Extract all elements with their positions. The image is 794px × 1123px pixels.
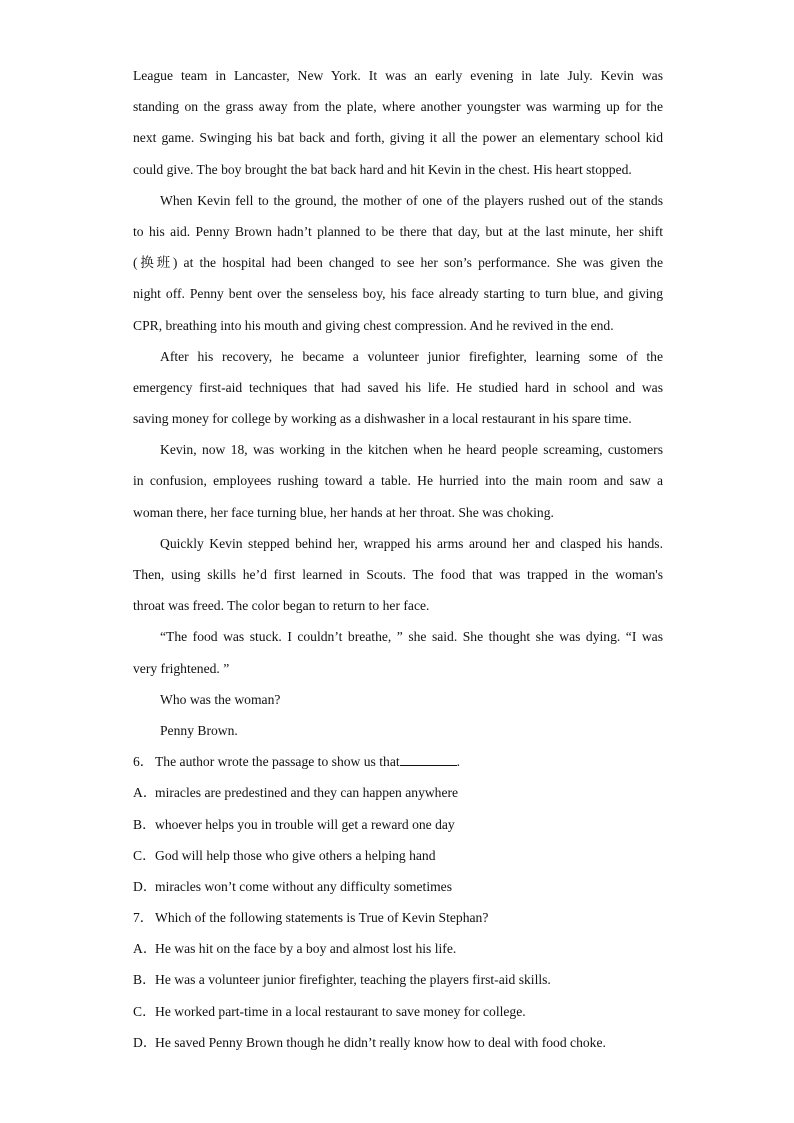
option-letter: B．: [133, 816, 156, 832]
text-line: (换班) at the hospital had been changed to see her son’s performance. She was given the: [133, 255, 663, 271]
passage-paragraph: [133, 528, 663, 622]
option-letter: D．: [133, 878, 157, 894]
text-line: Quickly Kevin stepped behind her, wrapped his arms around her and clasped his hands.: [160, 535, 663, 551]
passage-paragraph: [133, 60, 663, 185]
option-text: miracles won’t come without any difficulty sometimes: [155, 878, 452, 894]
option-text: He worked part-time in a local restaurant to save money for college.: [155, 1003, 526, 1019]
text-line: night off. Penny bent over the senseless boy, his face already starting to turn blue, and giving: [133, 286, 663, 302]
text-line: standing on the grass away from the plate, where another youngster was warming up for the: [133, 99, 663, 115]
passage-paragraph: Penny Brown.: [160, 722, 238, 738]
text-line: throat was freed. The color began to return to her face.: [133, 598, 430, 614]
text-line: could give. The boy brought the bat back hard and hit Kevin in the chest. His heart stopped.: [133, 161, 632, 177]
question-number: 7．: [133, 910, 154, 926]
option-letter: B．: [133, 972, 156, 988]
option-d[interactable]: [133, 1027, 663, 1058]
document-page: [133, 60, 663, 1058]
option-a[interactable]: [133, 933, 663, 964]
question-stem-end: .: [456, 754, 461, 770]
question-text: The author wrote the passage to show us that: [155, 754, 400, 770]
text-line: woman there, her face turning blue, her hands at her throat. She was choking.: [133, 504, 554, 520]
text-line: After his recovery, he became a volunteer junior firefighter, learning some of the: [160, 348, 663, 364]
option-b[interactable]: [133, 964, 663, 995]
passage-paragraph: [133, 341, 663, 435]
option-letter: D．: [133, 1034, 157, 1050]
passage-paragraph: [133, 434, 663, 528]
text-line: CPR, breathing into his mouth and giving chest compression. And he revived in the end.: [133, 317, 614, 333]
question-7: [133, 902, 663, 1058]
text-line: next game. Swinging his bat back and forth, giving it all the power an elementary school kid: [133, 130, 663, 146]
option-c[interactable]: [133, 840, 663, 871]
text-line: Kevin, now 18, was working in the kitchen when he heard people screaming, customers: [160, 442, 663, 458]
text-line: Then, using skills he’d first learned in Scouts. The food that was trapped in the woman's: [133, 567, 663, 582]
option-text: miracles are predestined and they can happen anywhere: [155, 785, 459, 801]
passage-paragraph: [133, 185, 663, 341]
option-text: He saved Penny Brown though he didn’t really know how to deal with food choke.: [155, 1034, 606, 1050]
option-letter: A．: [133, 785, 157, 801]
text-line: “The food was stuck. I couldn’t breathe, ” she said. She thought she was dying. “I was: [160, 629, 663, 645]
option-text: whoever helps you in trouble will get a reward one day: [155, 816, 455, 832]
text-line: League team in Lancaster, New York. It was an early evening in late July. Kevin was: [133, 68, 663, 83]
text-line: very frightened. ”: [133, 660, 230, 676]
option-letter: C．: [133, 847, 156, 863]
text-line: When Kevin fell to the ground, the mother of one of the players rushed out of the stands: [160, 192, 663, 208]
question-stem: [133, 902, 663, 933]
text-line: in confusion, employees rushing toward a table. He hurried into the main room and saw a: [133, 473, 663, 489]
text-line: saving money for college by working as a dishwasher in a local restaurant in his spare time.: [133, 411, 632, 427]
question-text: Which of the following statements is True of Kevin Stephan?: [155, 910, 489, 926]
option-letter: A．: [133, 941, 157, 957]
option-b[interactable]: [133, 809, 663, 840]
text-line: to his aid. Penny Brown hadn’t planned to be there that day, but at the last minute, her shift: [133, 223, 663, 239]
question-6: [133, 746, 663, 902]
option-text: He was hit on the face by a boy and almost lost his life.: [155, 941, 457, 957]
option-c[interactable]: [133, 996, 663, 1027]
passage-paragraph: [133, 621, 663, 683]
option-text: He was a volunteer junior firefighter, teaching the players first-aid skills.: [155, 972, 551, 988]
answer-blank: [400, 753, 457, 766]
question-number: 6．: [133, 754, 154, 770]
text-line: emergency first-aid techniques that had saved his life. He studied hard in school and was: [133, 379, 663, 395]
option-a[interactable]: [133, 777, 663, 808]
option-d[interactable]: [133, 871, 663, 902]
passage-paragraph: Who was the woman?: [160, 691, 281, 707]
option-letter: C．: [133, 1003, 156, 1019]
option-text: God will help those who give others a helping hand: [155, 847, 436, 863]
question-stem: [133, 746, 663, 777]
